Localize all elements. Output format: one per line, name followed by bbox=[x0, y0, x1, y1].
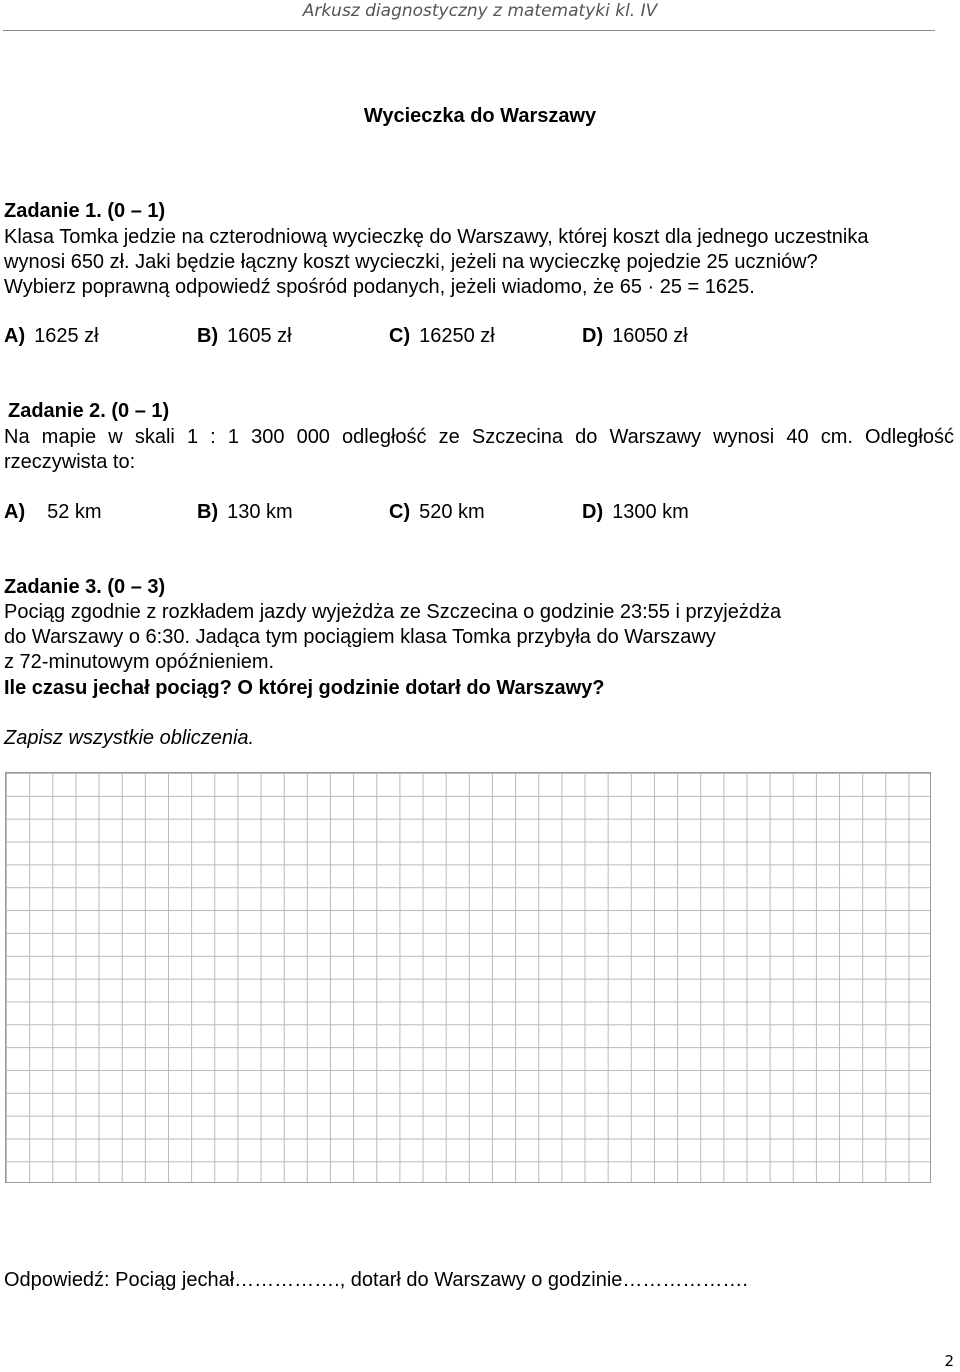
option-text: 1625 zł bbox=[34, 325, 99, 347]
option-label: D) bbox=[582, 501, 604, 523]
document-header: Arkusz diagnostyczny z matematyki kl. IV bbox=[302, 1, 658, 21]
task3-line-2: do Warszawy o 6:30. Jadąca tym pociągiem klasa Tomka przybyła do Warszawy bbox=[4, 626, 716, 648]
header-divider bbox=[3, 30, 935, 31]
task3-line-1: Pociąg zgodnie z rozkładem jazdy wyjeżdża ze Szczecina o godzinie 23:55 i przyjeżdża bbox=[4, 601, 782, 623]
task1-option-b bbox=[197, 325, 292, 348]
option-label: D) bbox=[582, 325, 604, 347]
option-text: 16050 zł bbox=[612, 325, 688, 347]
task2-line-1: Na mapie w skali 1 : 1 300 000 odległość ze Szczecina do Warszawy wynosi 40 cm. Odległość bbox=[4, 426, 954, 448]
task2-option-c bbox=[389, 501, 485, 524]
task1-option-a bbox=[4, 325, 99, 348]
task2-option-d bbox=[582, 501, 689, 524]
task3-heading: Zadanie 3. (0 – 3) bbox=[4, 576, 166, 598]
task1-line-1: Klasa Tomka jedzie na czterodniową wycieczkę do Warszawy, której koszt dla jednego uczestnika bbox=[4, 226, 869, 248]
task2-line-2: rzeczywista to: bbox=[4, 451, 136, 473]
option-label: B) bbox=[197, 501, 219, 523]
option-label: A) bbox=[4, 325, 26, 347]
page-number: 2 bbox=[944, 1352, 954, 1370]
option-text: 52 km bbox=[47, 501, 102, 523]
task1-heading: Zadanie 1. (0 – 1) bbox=[4, 200, 166, 222]
task3-instruction: Zapisz wszystkie obliczenia. bbox=[4, 727, 255, 749]
option-text: 16250 zł bbox=[419, 325, 495, 347]
option-text: 1605 zł bbox=[227, 325, 292, 347]
task1-option-c bbox=[389, 325, 495, 348]
task2-heading: Zadanie 2. (0 – 1) bbox=[8, 400, 170, 422]
task1-line-2: wynosi 650 zł. Jaki będzie łączny koszt wycieczki, jeżeli na wycieczkę pojedzie 25 uczniów? bbox=[4, 251, 818, 273]
option-label: B) bbox=[197, 325, 219, 347]
option-text: 1300 km bbox=[612, 501, 689, 523]
option-text: 130 km bbox=[227, 501, 293, 523]
task1-option-d bbox=[582, 325, 688, 348]
task1-line-3: Wybierz poprawną odpowiedź spośród podanych, jeżeli wiadomo, że 65 · 25 = 1625. bbox=[4, 276, 755, 298]
answer-line: Odpowiedź: Pociąg jechał……………., dotarł do Warszawy o godzinie………………. bbox=[4, 1269, 748, 1291]
task2-option-a bbox=[4, 501, 102, 524]
option-text: 520 km bbox=[419, 501, 485, 523]
task3-question: Ile czasu jechał pociąg? O której godzinie dotarł do Warszawy? bbox=[4, 677, 605, 699]
option-label: C) bbox=[389, 325, 411, 347]
task2-option-b bbox=[197, 501, 293, 524]
calculation-grid bbox=[5, 772, 931, 1183]
page-title: Wycieczka do Warszawy bbox=[363, 105, 597, 127]
task3-line-3: z 72-minutowym opóźnieniem. bbox=[4, 651, 275, 673]
option-label: A) bbox=[4, 501, 26, 523]
option-label: C) bbox=[389, 501, 411, 523]
